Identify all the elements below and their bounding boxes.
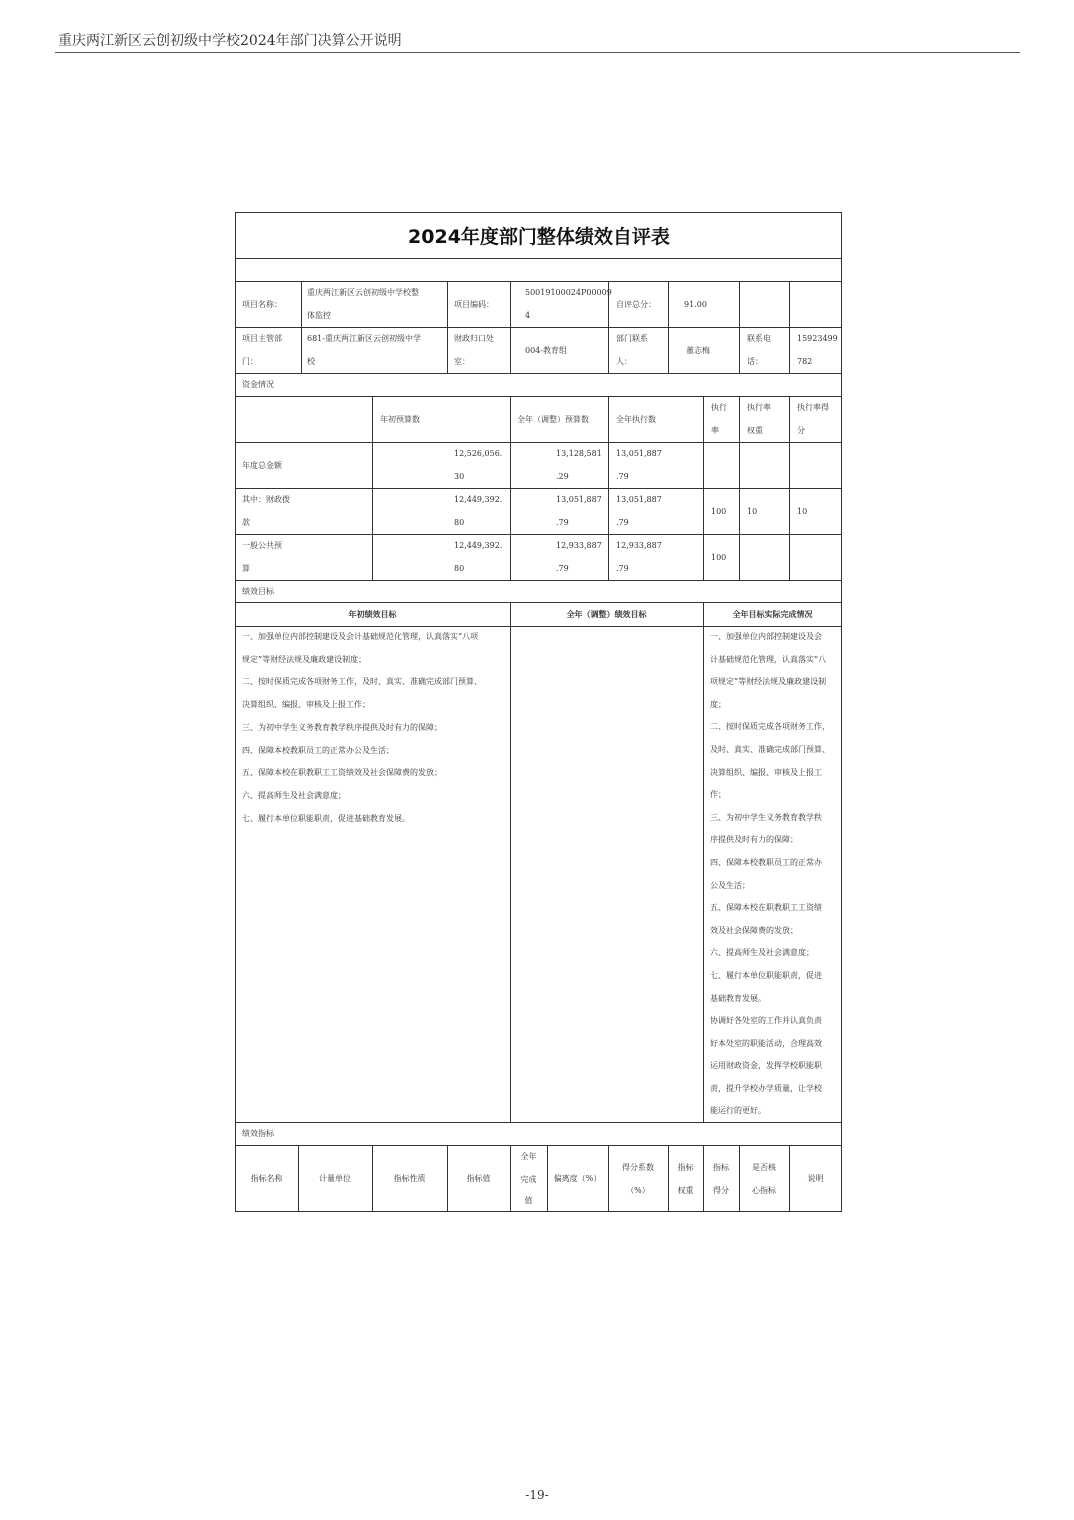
contact-value: 董志梅	[686, 346, 710, 355]
header-done: 全年	[520, 1152, 537, 1161]
header-rate-score: 分	[797, 426, 805, 435]
fund-row-adjusted: .29	[556, 472, 569, 481]
header-executed: 全年执行数	[616, 415, 656, 424]
fund-row-rate: 100	[711, 553, 727, 562]
header-nature: 指标性质	[393, 1174, 426, 1183]
grid-line	[739, 396, 740, 580]
grid-line	[301, 281, 302, 373]
section-label-indicators: 绩效指标	[242, 1129, 274, 1138]
header-indicator-score: 指标	[713, 1163, 729, 1172]
dept-label: 门：	[242, 357, 258, 366]
header-rate: 率	[711, 426, 719, 435]
page-header: 重庆两江新区云创初级中学校2024年部门决算公开说明	[58, 33, 402, 49]
grid-line	[789, 396, 790, 580]
fund-row-initial: 12,449,392.	[454, 495, 503, 504]
goal-line: 决算组织、编报、审核及上报工	[710, 767, 822, 777]
dept-value: 681-重庆两江新区云创初级中学	[307, 334, 421, 343]
goal-line: 一、加强单位内部控制建设及会	[710, 632, 822, 641]
goal-line: 三、为初中学生义务教育教学秩序提供及时有力的保障；	[242, 722, 442, 732]
contact-label: 部门联系	[616, 334, 648, 343]
phone-label: 联系电	[747, 334, 771, 343]
header-core: 心指标	[752, 1186, 776, 1195]
header-initial-goals: 年初绩效目标	[348, 609, 397, 619]
project-code-value: 4	[525, 311, 531, 320]
grid-line	[235, 442, 842, 443]
fund-row-score: 10	[797, 507, 808, 516]
grid-line	[739, 281, 740, 373]
header-adjusted-goals: 全年（调整）绩效目标	[566, 609, 647, 619]
header-initial-budget: 年初预算数	[380, 415, 420, 424]
fund-row-executed: 13,051,887	[616, 495, 662, 504]
goal-line: 度；	[710, 699, 726, 709]
goal-line: 公及生活；	[710, 880, 750, 890]
fund-row-name: 其中：财政拨	[242, 495, 290, 504]
goal-line: 及时、真实、准确完成部门预算、	[710, 744, 830, 754]
fund-row-adjusted: .79	[556, 564, 569, 573]
header-coef: 得分系数	[622, 1163, 654, 1172]
header-adjusted-budget: 全年（调整）预算数	[517, 415, 589, 424]
goal-line: 项规定”等财经法规及廉政建设制	[710, 677, 827, 687]
goal-line: 四、保障本校教职员工的正常办	[710, 857, 822, 867]
header-indicator-weight: 指标	[677, 1163, 694, 1172]
fund-row-weight: 10	[747, 507, 758, 516]
header-core: 是否核	[752, 1163, 776, 1172]
fund-row-name: 年度总金额	[242, 461, 282, 470]
fund-row-adjusted: 13,051,887	[556, 495, 602, 504]
goal-line: 六、提高师生及社会满意度；	[710, 948, 814, 958]
goal-line: 基础教育发展。	[710, 993, 766, 1003]
grid-line	[235, 488, 842, 489]
dept-label: 项目主管部	[242, 334, 282, 343]
header-note: 说明	[807, 1174, 824, 1183]
grid-line	[235, 580, 842, 581]
goal-line: 规定”等财经法规及廉政建设制度；	[242, 654, 367, 664]
goal-line: 五、保障本校在职教职工工资绩效及社会保障费的发放；	[242, 768, 442, 778]
header-weight: 执行率	[747, 403, 771, 412]
grid-line	[235, 258, 842, 259]
fund-row-adjusted: .79	[556, 518, 569, 527]
header-deviation: 偏离度（%）	[553, 1174, 602, 1183]
goal-line: 四、保障本校教职员工的正常办公及生活；	[242, 745, 394, 755]
goal-line: 序提供及时有力的保障；	[710, 835, 798, 845]
header-done: 值	[524, 1196, 533, 1205]
header-done: 完成	[520, 1175, 537, 1184]
fund-row-initial: 80	[454, 518, 465, 527]
header-weight: 权重	[747, 426, 763, 435]
fund-row-initial: 80	[454, 564, 465, 573]
grid-line	[235, 373, 842, 374]
contact-label: 人：	[616, 357, 632, 366]
fund-row-initial: 12,449,392.	[454, 541, 503, 550]
fund-row-adjusted: 12,933,887	[556, 541, 602, 550]
goal-line: 作；	[710, 790, 726, 800]
table-title: 2024年度部门整体绩效自评表	[408, 226, 670, 248]
goal-line: 能运行的更好。	[710, 1106, 766, 1116]
fund-row-initial: 30	[454, 472, 465, 481]
score-value: 91.00	[684, 300, 707, 309]
grid-line	[789, 281, 790, 373]
fund-row-executed: .79	[616, 518, 629, 527]
grid-line	[510, 281, 511, 373]
header-coef: （%）	[626, 1186, 650, 1195]
grid-line	[510, 396, 511, 580]
section-label-goals: 绩效目标	[242, 587, 274, 596]
fund-row-executed: 13,051,887	[616, 449, 662, 458]
goal-line: 七、履行本单位职能职责，促进	[710, 970, 822, 980]
project-code-label: 项目编码：	[454, 300, 494, 309]
goal-line: 五、保障本校在职教职工工资绩	[710, 903, 822, 913]
fund-row-executed: .79	[616, 472, 629, 481]
goal-line: 六、提高师生及社会满意度；	[242, 790, 346, 800]
goal-line: 效及社会保障费的发放；	[710, 925, 798, 935]
score-label: 自评总分：	[616, 300, 656, 309]
goal-line: 计基础规范化管理，认真落实“八	[710, 654, 827, 664]
project-name-value: 重庆两江新区云创初级中学校整	[307, 288, 419, 297]
fund-row-initial: 12,526,056.	[454, 449, 503, 458]
goal-line: 协调好各处室的工作并认真负责	[710, 1016, 822, 1026]
fund-row-name: 算	[242, 564, 250, 573]
goal-line: 一、加强单位内部控制建设及会计基础规范化管理，认真落实“八项	[242, 632, 479, 641]
header-rule	[55, 52, 1020, 53]
goal-line: 二、按时保质完成各项财务工作，	[710, 722, 830, 732]
grid-line	[668, 281, 669, 373]
grid-line	[703, 396, 704, 580]
finance-label: 室：	[454, 357, 470, 366]
goal-line: 三、为初中学生义务教育教学秩	[710, 812, 822, 822]
goal-line: 责，提升学校办学质量，让学校	[710, 1083, 822, 1093]
grid-line	[372, 396, 373, 580]
project-name-value: 体监控	[307, 311, 331, 320]
phone-value: 15923499	[797, 334, 838, 343]
header-unit: 计量单位	[319, 1174, 351, 1183]
goal-line: 二、按时保质完成各项财务工作，及时、真实、准确完成部门预算、	[242, 677, 482, 687]
section-label-funds: 资金情况	[242, 380, 274, 389]
grid-line	[510, 602, 511, 1122]
goal-line: 决算组织、编报、审核及上报工作；	[242, 700, 370, 710]
project-code-value: 50019100024P00009	[525, 288, 612, 297]
phone-label: 话：	[747, 357, 763, 366]
grid-line	[235, 534, 842, 535]
header-indicator-name: 指标名称	[250, 1174, 283, 1183]
header-rate: 执行	[711, 403, 727, 412]
grid-line	[703, 602, 704, 1122]
project-name-label: 项目名称：	[242, 300, 282, 309]
goal-line: 运用财政资金，发挥学校职能职	[710, 1061, 822, 1071]
grid-line	[608, 396, 609, 580]
header-indicator-weight: 权重	[677, 1186, 694, 1195]
fund-row-name: 款	[242, 518, 250, 527]
fund-row-adjusted: 13,128,581	[556, 449, 602, 458]
initial-goals-text	[242, 626, 508, 830]
goal-line: 七、履行本单位职能职责，促进基础教育发展。	[242, 813, 410, 823]
dept-value: 校	[307, 357, 315, 366]
header-indicator-score: 得分	[713, 1186, 729, 1195]
fund-row-executed: 12,933,887	[616, 541, 662, 550]
grid-line	[447, 281, 448, 373]
fund-row-executed: .79	[616, 564, 629, 573]
fund-row-name: 一般公共预	[242, 541, 282, 550]
goal-line: 好本处室的职能活动，合理高效	[710, 1038, 822, 1048]
phone-value: 782	[797, 357, 813, 366]
finance-value: 004-教育组	[525, 346, 567, 355]
finance-label: 财政归口处	[454, 334, 494, 343]
page-number: -19-	[525, 1488, 549, 1502]
actual-completion-text	[710, 626, 840, 1123]
header-actual-completion: 全年目标实际完成情况	[732, 609, 813, 619]
fund-row-rate: 100	[711, 507, 727, 516]
header-rate-score: 执行率得	[797, 403, 829, 412]
header-value: 指标值	[466, 1174, 491, 1183]
